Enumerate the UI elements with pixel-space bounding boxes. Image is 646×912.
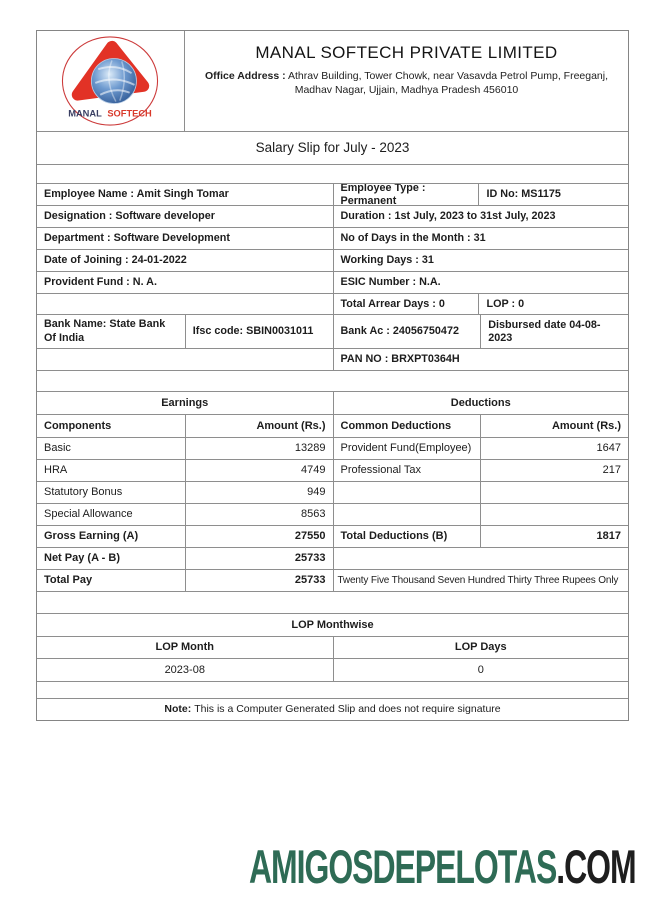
total-pay-amount: 25733 xyxy=(185,570,333,591)
total-pay-row xyxy=(37,569,628,591)
department-cell: Department : Software Development xyxy=(44,232,230,245)
company-logo xyxy=(37,31,184,131)
deduction-amount xyxy=(480,504,628,525)
earning-label: HRA xyxy=(44,464,68,477)
earning-label: Statutory Bonus xyxy=(44,486,123,499)
gross-earning-amount: 27550 xyxy=(185,526,333,547)
lop-month-header: LOP Month xyxy=(155,641,214,654)
net-pay-label: Net Pay (A - B) xyxy=(44,552,120,565)
lop-monthwise-title: LOP Monthwise xyxy=(291,618,374,631)
esic-number-cell: ESIC Number : N.A. xyxy=(333,272,629,293)
address-line1: Athrav Building, Tower Chowk, near Vasavda Petrol Pump, Freeganj, xyxy=(285,70,609,82)
watermark-tld: .COM xyxy=(556,839,636,893)
empty-cell xyxy=(37,349,333,370)
gross-earning-row xyxy=(37,525,628,547)
employee-row-5 xyxy=(37,271,628,293)
total-deductions-label: Total Deductions (B) xyxy=(333,526,481,547)
earning-label: Special Allowance xyxy=(44,508,133,521)
watermark-name: AMIGOSDEPELOTAS xyxy=(249,839,557,893)
pay-row-2 xyxy=(37,459,628,481)
employee-row-1 xyxy=(37,183,628,205)
spacer-row xyxy=(37,681,628,698)
lop-days-value: 0 xyxy=(333,659,629,681)
total-arrear-days-cell: Total Arrear Days : 0 xyxy=(333,294,479,314)
designation-cell: Designation : Software developer xyxy=(44,210,215,223)
deduction-label: Professional Tax xyxy=(333,460,481,481)
svg-text:MANAL SOFTECH xyxy=(69,108,153,118)
date-of-joining-cell: Date of Joining : 24-01-2022 xyxy=(44,254,187,267)
ifsc-cell: Ifsc code: SBIN0031011 xyxy=(185,315,333,348)
spacer-row xyxy=(37,164,628,183)
address-line2: Madhav Nagar, Ujjain, Madhya Pradesh 456010 xyxy=(294,84,519,97)
employee-id-cell: ID No: MS1175 xyxy=(478,184,628,205)
earning-amount: 4749 xyxy=(185,460,333,481)
days-in-month-cell: No of Days in the Month : 31 xyxy=(333,228,629,249)
slip-title-row xyxy=(37,131,628,164)
net-pay-row xyxy=(37,547,628,569)
pay-row-3 xyxy=(37,481,628,503)
deduction-amount: 1647 xyxy=(480,438,628,459)
disbursed-date-cell: Disbursed date 04-08-2023 xyxy=(480,315,628,348)
pan-cell: PAN NO : BRXPT0364H xyxy=(333,349,629,370)
deductions-header: Deductions xyxy=(333,392,629,414)
empty-cell xyxy=(333,548,629,569)
company-name: MANAL SOFTECH PRIVATE LIMITED xyxy=(255,43,558,62)
provident-fund-cell: Provident Fund : N. A. xyxy=(44,276,157,289)
office-address-label: Office Address : xyxy=(204,70,286,82)
lop-cell: LOP : 0 xyxy=(478,294,628,314)
components-header: Components xyxy=(44,419,112,432)
amount-in-words: Twenty Five Thousand Seven Hundred Thirty Three Rupees Only xyxy=(333,570,629,591)
lop-header-row xyxy=(37,636,628,658)
pan-row xyxy=(37,348,628,370)
deduction-amount: 217 xyxy=(480,460,628,481)
note-text: Note: This is a Computer Generated Slip and does not require signature xyxy=(164,703,501,716)
employee-type-cell: Employee Type : Permanent xyxy=(333,184,479,205)
earning-amount: 8563 xyxy=(185,504,333,525)
deduction-label: Provident Fund(Employee) xyxy=(333,438,481,459)
slip-title: Salary Slip for July - 2023 xyxy=(255,140,410,156)
company-header-row xyxy=(37,31,628,131)
deductions-amount-header: Amount (Rs.) xyxy=(480,415,628,437)
common-deductions-header: Common Deductions xyxy=(333,415,481,437)
note-row xyxy=(37,698,628,720)
lop-title-row xyxy=(37,613,628,636)
company-info-cell xyxy=(184,31,628,131)
deduction-label xyxy=(333,504,481,525)
pay-row-4 xyxy=(37,503,628,525)
bank-row xyxy=(37,314,628,348)
logo-word-softech: SOFTECH xyxy=(107,108,153,119)
note-label: Note: xyxy=(164,703,192,716)
gross-earning-label: Gross Earning (A) xyxy=(44,530,139,543)
duration-cell: Duration : 1st July, 2023 to 31st July, 2023 xyxy=(333,206,629,227)
bank-ac-cell: Bank Ac : 24056750472 xyxy=(333,315,481,348)
spacer-row xyxy=(37,370,628,391)
site-watermark xyxy=(249,839,636,893)
deduction-label xyxy=(333,482,481,503)
deduction-amount xyxy=(480,482,628,503)
spacer-row xyxy=(37,591,628,613)
earning-amount: 13289 xyxy=(185,438,333,459)
employee-name-cell: Employee Name : Amit Singh Tomar xyxy=(44,188,229,201)
employee-row-4 xyxy=(37,249,628,271)
employee-row-3 xyxy=(37,227,628,249)
total-pay-label: Total Pay xyxy=(44,574,93,587)
earning-amount: 949 xyxy=(185,482,333,503)
columns-header-row xyxy=(37,414,628,437)
pay-row-1 xyxy=(37,437,628,459)
salary-slip-document xyxy=(36,30,629,721)
lop-days-header: LOP Days xyxy=(333,637,629,658)
employee-row-2 xyxy=(37,205,628,227)
employee-row-6 xyxy=(37,293,628,314)
company-logo-icon xyxy=(61,35,159,127)
bank-name-cell: Bank Name: State Bank Of India xyxy=(44,318,166,344)
lop-value-row xyxy=(37,658,628,681)
earnings-amount-header: Amount (Rs.) xyxy=(185,415,333,437)
working-days-cell: Working Days : 31 xyxy=(333,250,629,271)
earning-label: Basic xyxy=(44,442,71,455)
earnings-header: Earnings xyxy=(161,396,209,409)
net-pay-amount: 25733 xyxy=(185,548,333,569)
sections-header-row xyxy=(37,391,628,414)
empty-cell xyxy=(37,294,333,314)
company-address xyxy=(205,69,608,97)
logo-word-manal: MANAL xyxy=(68,108,103,119)
total-deductions-amount: 1817 xyxy=(480,526,628,547)
lop-month-value: 2023-08 xyxy=(164,663,205,676)
